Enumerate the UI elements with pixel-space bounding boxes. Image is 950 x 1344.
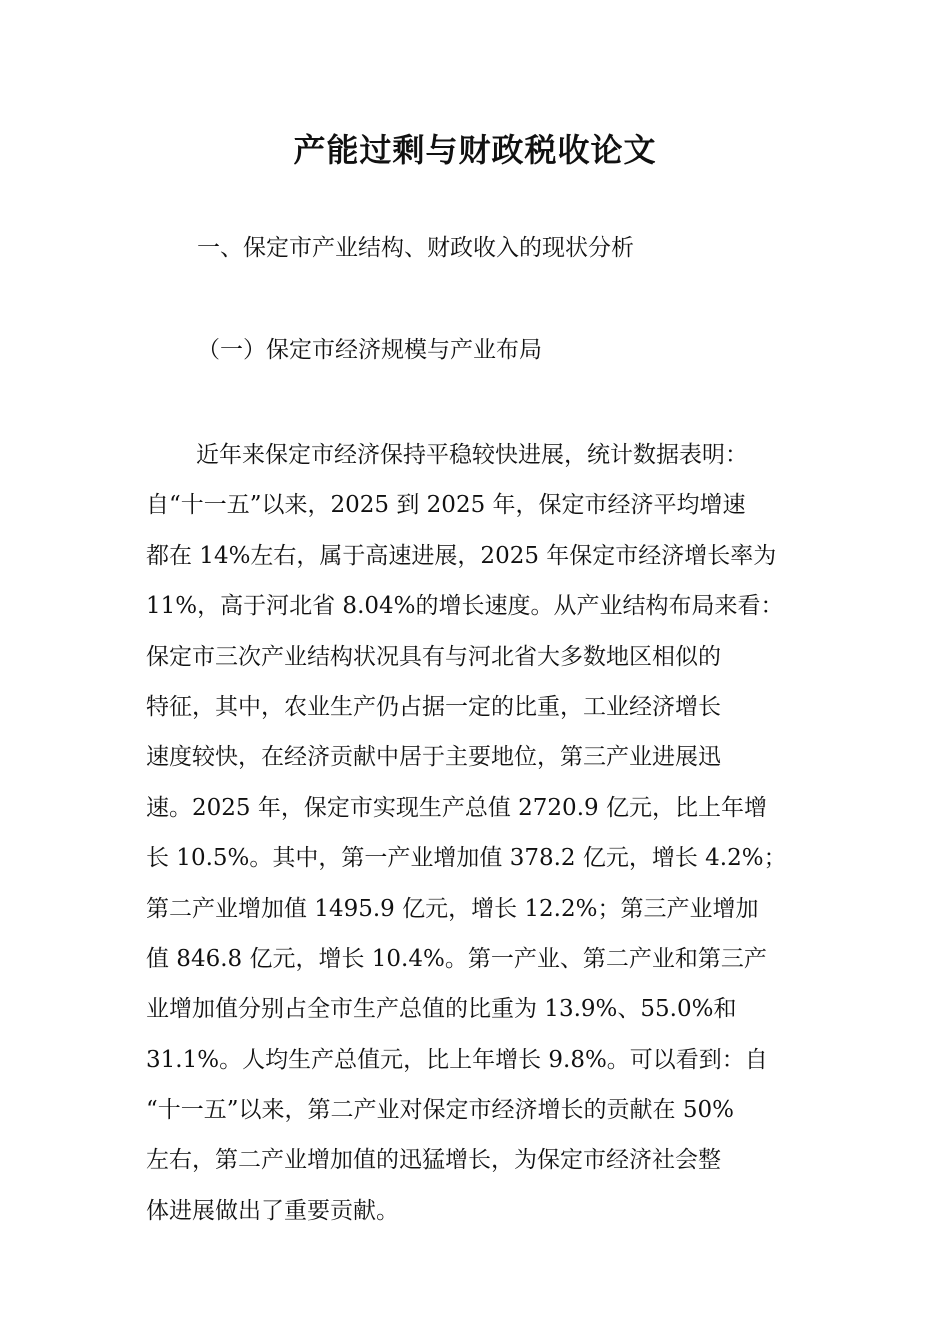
paragraph-line: 近年来保定市经济保持平稳较快进展，统计数据表明：: [196, 442, 748, 468]
paragraph-line: 值 846.8 亿元，增长 10.4%。第一产业、第二产业和第三产: [146, 945, 767, 972]
document-title: 产能过剩与财政税收论文: [293, 131, 657, 169]
paragraph-line: 11%，高于河北省 8.04%的增长速度。从产业结构布局来看：: [146, 593, 784, 620]
paragraph-line: 自“十一五”以来，2025 到 2025 年，保定市经济平均增速: [146, 492, 746, 519]
paragraph-line: 速。2025 年，保定市实现生产总值 2720.9 亿元，比上年增: [146, 794, 767, 821]
subsection-heading: （一）保定市经济规模与产业布局: [197, 337, 542, 363]
paragraph-line: “十一五”以来，第二产业对保定市经济增长的贡献在 50%: [146, 1097, 734, 1124]
body-paragraph: [146, 430, 816, 1236]
paragraph-line: 第二产业增加值 1495.9 亿元，增长 12.2%；第三产业增加: [146, 895, 759, 922]
paragraph-line: 都在 14%左右，属于高速进展，2025 年保定市经济增长率为: [146, 542, 777, 569]
section-heading: 一、保定市产业结构、财政收入的现状分析: [197, 235, 634, 261]
paragraph-line: 长 10.5%。其中，第一产业增加值 378.2 亿元，增长 4.2%；: [146, 845, 787, 872]
paragraph-line: 31.1%。人均生产总值元，比上年增长 9.8%。可以看到：自: [146, 1046, 768, 1073]
paragraph-line: 体进展做出了重要贡献。: [146, 1197, 399, 1224]
paragraph-line: 业增加值分别占全市生产总值的比重为 13.9%、55.0%和: [146, 996, 737, 1023]
paragraph-line: 速度较快，在经济贡献中居于主要地位，第三产业进展迅: [146, 744, 721, 771]
paragraph-line: 左右，第二产业增加值的迅猛增长，为保定市经济社会整: [146, 1147, 721, 1174]
paragraph-line: 特征，其中，农业生产仍占据一定的比重，工业经济增长: [146, 693, 721, 720]
paragraph-line: 保定市三次产业结构状况具有与河北省大多数地区相似的: [146, 643, 721, 670]
